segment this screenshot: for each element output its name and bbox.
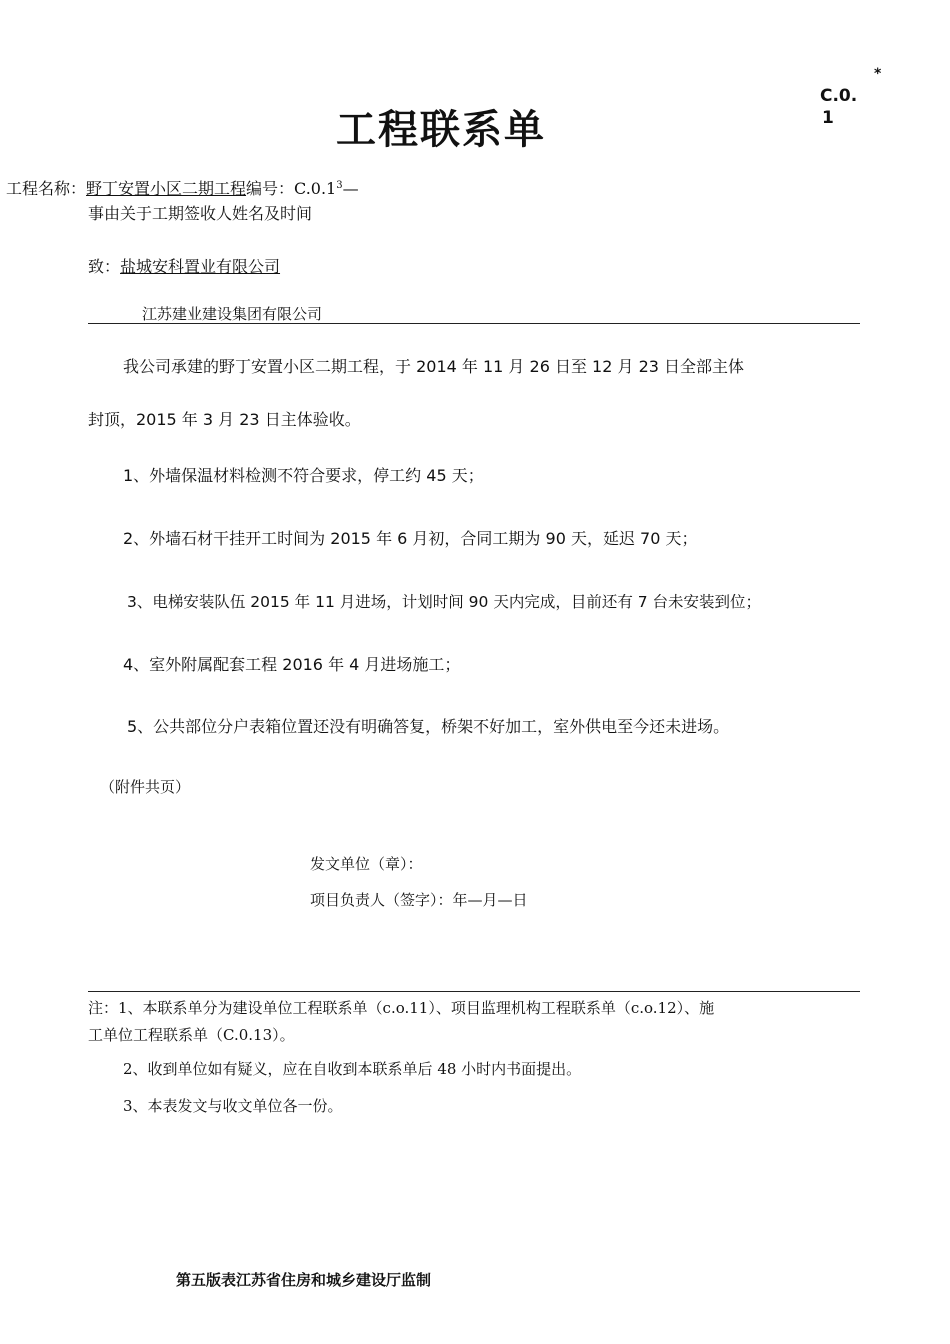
project-line [6, 176, 359, 199]
body-item-1: 1、外墙保温材料检测不符合要求，停工约 45 天； [123, 466, 484, 485]
form-code-line1: C.0. [820, 86, 858, 106]
project-number-tail: — [342, 179, 359, 198]
body-paragraph-line2: 封顶，2015 年 3 月 23 日主体验收。 [88, 410, 361, 429]
note-2: 2、收到单位如有疑义，应在自收到本联系单后 48 小时内书面提出。 [123, 1060, 582, 1078]
body-item-4: 4、室外附属配套工程 2016 年 4 月进场施工； [123, 655, 461, 674]
notes-divider [88, 991, 860, 992]
project-number-sup: 3 [336, 180, 343, 191]
project-name-value: 野丁安置小区二期工程 [86, 179, 247, 198]
body-item-2: 2、外墙石材干挂开工时间为 2015 年 6 月初，合同工期为 90 天，延迟 70 天； [123, 529, 698, 548]
sender-company: 江苏建业建设集团有限公司 [142, 305, 323, 323]
manager-signature-line: 项目负责人（签字）：年—月—日 [310, 891, 528, 909]
attachment-note: （附件共页） [100, 778, 191, 796]
document-title: 工程联系单 [336, 106, 546, 153]
recipient-label: 致： [88, 257, 121, 276]
header-divider [88, 323, 860, 324]
form-code-line2: 1 [822, 108, 834, 128]
subject-line: 事由关于工期签收人姓名及时间 [88, 204, 313, 223]
project-number-label: 编号：C.0.1 [246, 179, 337, 198]
note-1-line2: 工单位工程联系单（C.0.13）。 [88, 1026, 295, 1044]
corner-mark: * [874, 66, 882, 82]
note-1-line1: 注：1、本联系单分为建设单位工程联系单（c.o.11）、项目监理机构工程联系单（c.o.12）、施 [88, 999, 715, 1017]
body-paragraph-line1: 我公司承建的野丁安置小区二期工程，于 2014 年 11 月 26 日至 12 月 23 日全部主体 [123, 357, 745, 376]
body-item-5: 5、公共部位分户表箱位置还没有明确答复，桥架不好加工，室外供电至今还未进场。 [127, 717, 730, 736]
issuer-seal-line: 发文单位（章）： [310, 855, 423, 873]
footer-issuer: 第五版表江苏省住房和城乡建设厅监制 [176, 1271, 432, 1289]
recipient-line [88, 254, 280, 277]
note-3: 3、本表发文与收文单位各一份。 [123, 1097, 343, 1115]
body-item-3: 3、电梯安装队伍 2015 年 11 月进场，计划时间 90 天内完成，目前还有 7 台未安装到位； [127, 593, 762, 611]
project-name-label: 工程名称： [6, 179, 87, 198]
recipient-value: 盐城安科置业有限公司 [120, 257, 281, 276]
